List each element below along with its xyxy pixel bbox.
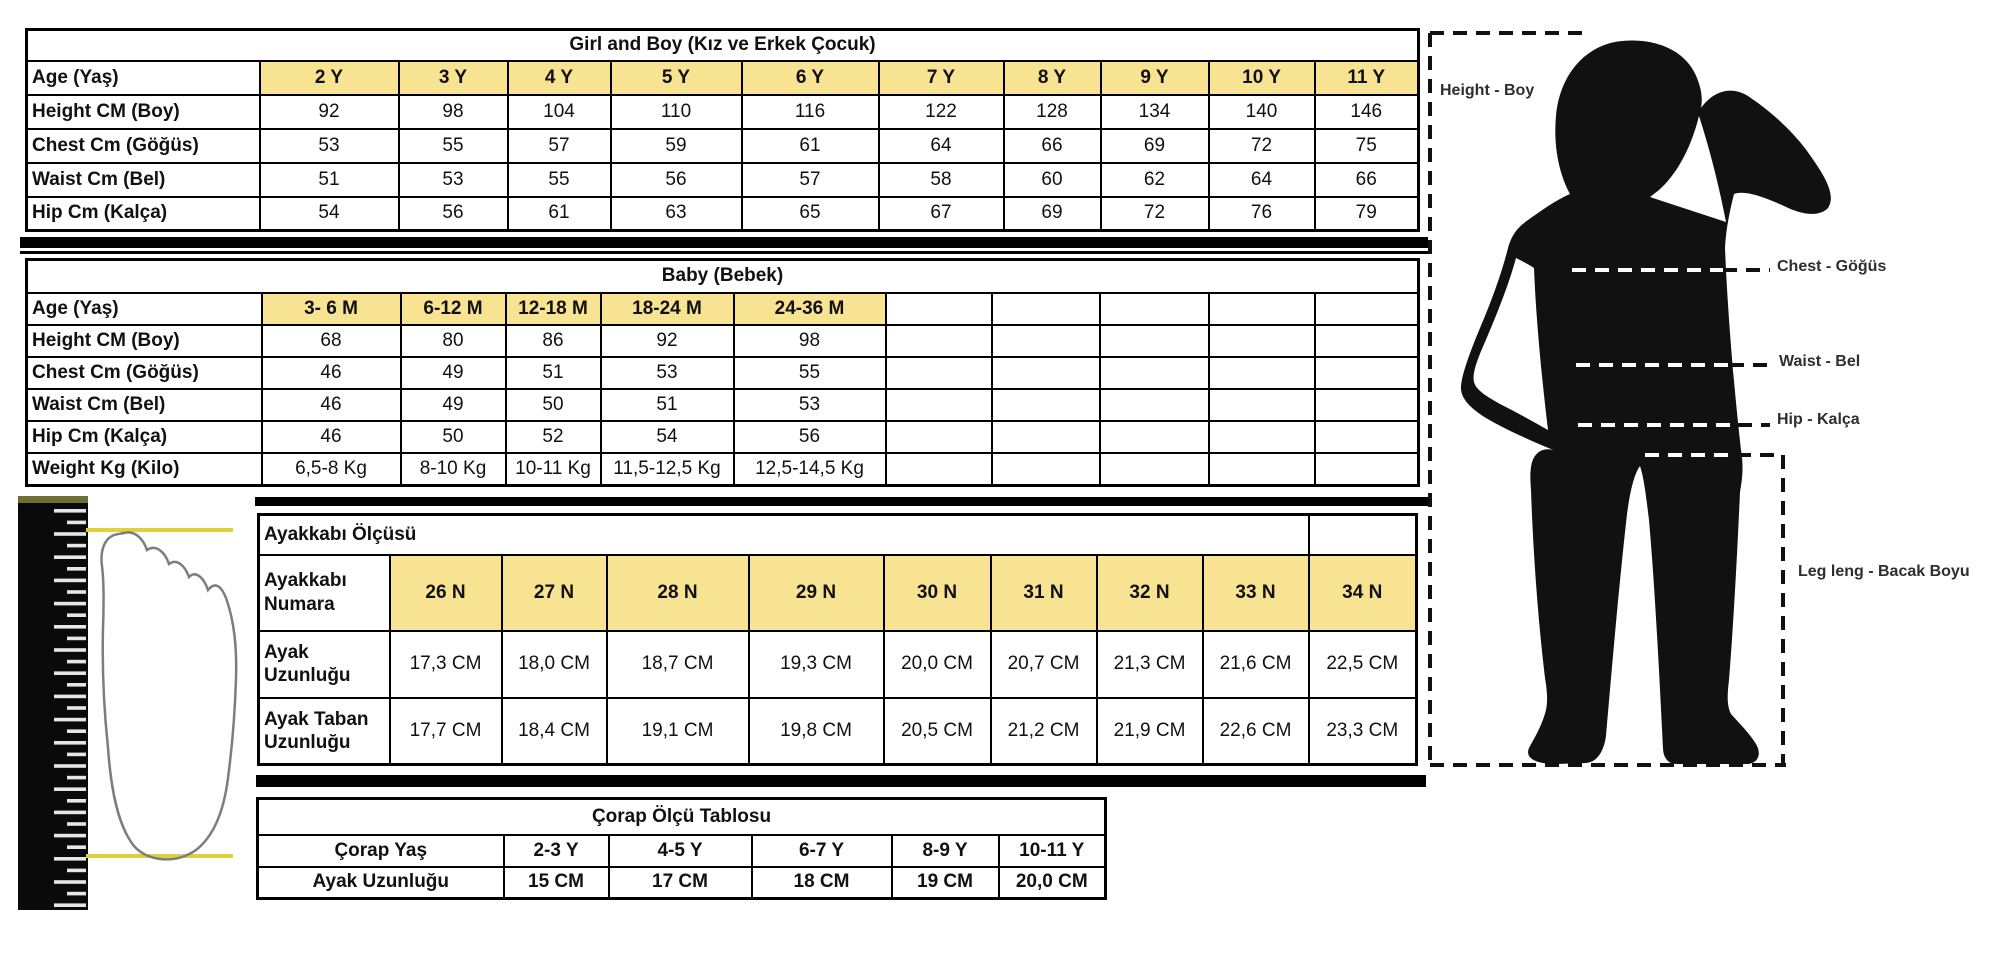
value-cell: 17 CM	[609, 867, 752, 899]
column-header: 29 N	[749, 555, 884, 631]
value-cell: 63	[611, 197, 742, 231]
figure-label-height: Height - Boy	[1440, 82, 1535, 99]
table-title: Çorap Ölçü Tablosu	[258, 799, 1106, 835]
value-cell: 61	[742, 129, 879, 163]
row-label: Height CM (Boy)	[27, 325, 262, 357]
value-cell: 19 CM	[892, 867, 999, 899]
value-cell: 22,5 CM	[1309, 631, 1417, 698]
value-cell: 20,5 CM	[884, 698, 991, 765]
figure-label-waist: Waist - Bel	[1779, 353, 1861, 370]
value-cell: 17,7 CM	[390, 698, 502, 765]
value-cell: 55	[734, 357, 886, 389]
column-header: 3- 6 M	[262, 293, 401, 325]
value-cell: 57	[508, 129, 611, 163]
value-cell: 57	[742, 163, 879, 197]
value-cell: 56	[399, 197, 508, 231]
value-cell: 86	[506, 325, 601, 357]
foot-length-marker-top	[86, 528, 233, 532]
column-header: 18-24 M	[601, 293, 734, 325]
ruler-icon	[18, 496, 88, 910]
figure-label-chest: Chest - Göğüs	[1777, 258, 1887, 275]
row-label: Waist Cm (Bel)	[27, 163, 260, 197]
value-cell: 10-11 Y	[999, 835, 1106, 867]
value-cell: 98	[399, 95, 508, 129]
value-cell: 46	[262, 421, 401, 453]
value-cell: 53	[260, 129, 399, 163]
value-cell: 23,3 CM	[1309, 698, 1417, 765]
column-header: 6 Y	[742, 61, 879, 95]
value-cell: 134	[1101, 95, 1209, 129]
value-cell: 4-5 Y	[609, 835, 752, 867]
value-cell: 72	[1101, 197, 1209, 231]
column-header: 12-18 M	[506, 293, 601, 325]
column-header: 9 Y	[1101, 61, 1209, 95]
row-label: Ayak Uzunluğu	[259, 631, 390, 698]
value-cell: 8-10 Kg	[401, 453, 506, 486]
value-cell: 68	[262, 325, 401, 357]
value-cell: 146	[1315, 95, 1419, 129]
value-cell: 6-7 Y	[752, 835, 892, 867]
value-cell: 58	[879, 163, 1004, 197]
value-cell: 12,5-14,5 Kg	[734, 453, 886, 486]
row-label: Hip Cm (Kalça)	[27, 197, 260, 231]
value-cell: 122	[879, 95, 1004, 129]
column-header: 5 Y	[611, 61, 742, 95]
value-cell: 18,0 CM	[502, 631, 607, 698]
column-header: 6-12 M	[401, 293, 506, 325]
value-cell: 21,3 CM	[1097, 631, 1203, 698]
value-cell: 69	[1004, 197, 1101, 231]
column-header: 8 Y	[1004, 61, 1101, 95]
value-cell: 20,7 CM	[991, 631, 1097, 698]
value-cell: 52	[506, 421, 601, 453]
value-cell: 6,5-8 Kg	[262, 453, 401, 486]
value-cell: 80	[401, 325, 506, 357]
row-label: Height CM (Boy)	[27, 95, 260, 129]
column-header: 2 Y	[260, 61, 399, 95]
value-cell: 110	[611, 95, 742, 129]
value-cell: 75	[1315, 129, 1419, 163]
value-cell: 56	[611, 163, 742, 197]
column-header: 27 N	[502, 555, 607, 631]
value-cell: 53	[734, 389, 886, 421]
value-cell: 22,6 CM	[1203, 698, 1309, 765]
row-label: Ayak Taban Uzunluğu	[259, 698, 390, 765]
column-header: 28 N	[607, 555, 749, 631]
value-cell: 20,0 CM	[884, 631, 991, 698]
value-cell: 72	[1209, 129, 1315, 163]
value-cell: 66	[1004, 129, 1101, 163]
value-cell: 60	[1004, 163, 1101, 197]
column-header: 34 N	[1309, 555, 1417, 631]
value-cell: 69	[1101, 129, 1209, 163]
value-cell: 18,4 CM	[502, 698, 607, 765]
row-label: Chest Cm (Göğüs)	[27, 129, 260, 163]
value-cell: 51	[601, 389, 734, 421]
value-cell: 53	[601, 357, 734, 389]
value-cell: 21,2 CM	[991, 698, 1097, 765]
table-title: Baby (Bebek)	[27, 260, 1419, 293]
value-cell: 10-11 Kg	[506, 453, 601, 486]
value-cell: 128	[1004, 95, 1101, 129]
value-cell: 49	[401, 389, 506, 421]
value-cell: 51	[506, 357, 601, 389]
value-cell: 11,5-12,5 Kg	[601, 453, 734, 486]
column-header: 10 Y	[1209, 61, 1315, 95]
value-cell: 98	[734, 325, 886, 357]
value-cell: 64	[879, 129, 1004, 163]
row-label: Weight Kg (Kilo)	[27, 453, 262, 486]
value-cell: 46	[262, 389, 401, 421]
figure-label-leg-length: Leg leng - Bacak Boyu	[1798, 563, 1970, 580]
row-label: Ayak Uzunluğu	[258, 867, 504, 899]
value-cell: 92	[601, 325, 734, 357]
column-header: 7 Y	[879, 61, 1004, 95]
value-cell: 62	[1101, 163, 1209, 197]
value-cell: 18 CM	[752, 867, 892, 899]
row-label: Hip Cm (Kalça)	[27, 421, 262, 453]
column-header: 30 N	[884, 555, 991, 631]
value-cell: 55	[399, 129, 508, 163]
value-cell: 21,9 CM	[1097, 698, 1203, 765]
value-cell: 51	[260, 163, 399, 197]
row-header-label: Ayakkabı Numara	[259, 555, 390, 631]
column-header: 33 N	[1203, 555, 1309, 631]
value-cell: 54	[601, 421, 734, 453]
row-label: Waist Cm (Bel)	[27, 389, 262, 421]
row-header-label: Age (Yaş)	[27, 61, 260, 95]
value-cell: 20,0 CM	[999, 867, 1106, 899]
value-cell: 54	[260, 197, 399, 231]
value-cell: 140	[1209, 95, 1315, 129]
value-cell: 50	[401, 421, 506, 453]
value-cell: 50	[506, 389, 601, 421]
foot-outline-icon	[101, 532, 236, 859]
column-header: 32 N	[1097, 555, 1203, 631]
value-cell: 104	[508, 95, 611, 129]
row-label: Çorap Yaş	[258, 835, 504, 867]
value-cell: 49	[401, 357, 506, 389]
column-header: 24-36 M	[734, 293, 886, 325]
value-cell: 59	[611, 129, 742, 163]
column-header: 4 Y	[508, 61, 611, 95]
value-cell: 55	[508, 163, 611, 197]
row-label: Chest Cm (Göğüs)	[27, 357, 262, 389]
value-cell: 21,6 CM	[1203, 631, 1309, 698]
value-cell: 64	[1209, 163, 1315, 197]
value-cell: 8-9 Y	[892, 835, 999, 867]
boy-silhouette-icon	[1461, 41, 1831, 764]
table-title: Ayakkabı Ölçüsü	[259, 515, 1309, 555]
column-header: 3 Y	[399, 61, 508, 95]
value-cell: 76	[1209, 197, 1315, 231]
column-header: 26 N	[390, 555, 502, 631]
value-cell: 67	[879, 197, 1004, 231]
value-cell: 15 CM	[504, 867, 609, 899]
value-cell: 61	[508, 197, 611, 231]
foot-length-marker-bottom	[86, 854, 233, 858]
value-cell: 19,8 CM	[749, 698, 884, 765]
value-cell: 18,7 CM	[607, 631, 749, 698]
value-cell: 19,3 CM	[749, 631, 884, 698]
value-cell: 2-3 Y	[504, 835, 609, 867]
value-cell: 92	[260, 95, 399, 129]
leg-length-measure-line	[1737, 455, 1783, 765]
row-header-label: Age (Yaş)	[27, 293, 262, 325]
value-cell: 17,3 CM	[390, 631, 502, 698]
column-header: 11 Y	[1315, 61, 1419, 95]
value-cell: 79	[1315, 197, 1419, 231]
value-cell: 116	[742, 95, 879, 129]
column-header: 31 N	[991, 555, 1097, 631]
value-cell: 66	[1315, 163, 1419, 197]
value-cell: 46	[262, 357, 401, 389]
figure-label-hip: Hip - Kalça	[1777, 411, 1860, 428]
value-cell: 65	[742, 197, 879, 231]
value-cell: 56	[734, 421, 886, 453]
value-cell: 53	[399, 163, 508, 197]
value-cell: 19,1 CM	[607, 698, 749, 765]
table-title: Girl and Boy (Kız ve Erkek Çocuk)	[27, 30, 1419, 61]
